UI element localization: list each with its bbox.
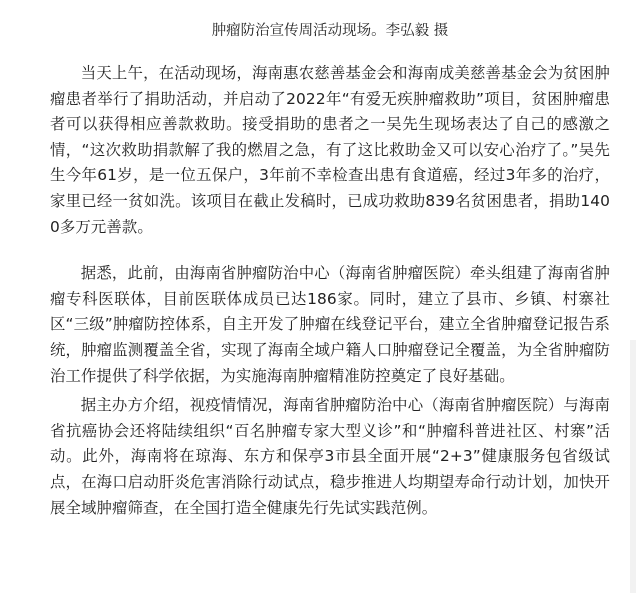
scrollbar[interactable] — [630, 340, 636, 593]
photo-caption: 肿瘤防治宣传周活动现场。李弘毅 摄 — [211, 23, 449, 39]
article-paragraph: 当天上午，在活动现场，海南惠农慈善基金会和海南成美慈善基金会为贫困肿瘤患者举行了捐助活动，并启动了2022年“有爱无疾肿瘤救助”项目，贫困肿瘤患者可以获得相应善款救助。接受捐助的患者之一吴先生现场表达了自己的感激之情，“这次救助捐款解了我的燃眉之急，有了这比救助金又可以安心治疗了。”吴先生今年61岁，是一位五保户，3年前不幸检查出患有食道癌，经过3年多的治疗，家里已经一贫如洗。该项目在截止发稿时，已成功救助839名贫困患者，捐助1400多万元善款。 — [50, 64, 610, 236]
article-paragraph: 据主办方介绍，视疫情情况，海南省肿瘤防治中心（海南省肿瘤医院）与海南省抗癌协会还将陆续组织“百名肿瘤专家大型义诊”和“肿瘤科普进社区、村寨”活动。此外，海南将在琼海、东方和保亭3市县全面开展“2+3”健康服务包省级试点，在海口启动肝炎危害消除行动试点，稳步推进人均期望寿命行动计划，加快开展全域肿瘤筛查，在全国打造全健康先行先试实践范例。 — [50, 396, 610, 517]
article-body — [50, 0, 610, 521]
article-paragraph: 据悉，此前，由海南省肿瘤防治中心（海南省肿瘤医院）牵头组建了海南省肿瘤专科医联体，目前医联体成员已达186家。同时，建立了县市、乡镇、村寨社区“三级”肿瘤防控体系，自主开发了肿瘤在线登记平台，建立全省肿瘤登记报告系统，肿瘤监测覆盖全省，实现了海南全域户籍人口肿瘤登记全覆盖，为全省肿瘤防治工作提供了科学依据，为实施海南肿瘤精准防控奠定了良好基础。 — [50, 264, 610, 385]
